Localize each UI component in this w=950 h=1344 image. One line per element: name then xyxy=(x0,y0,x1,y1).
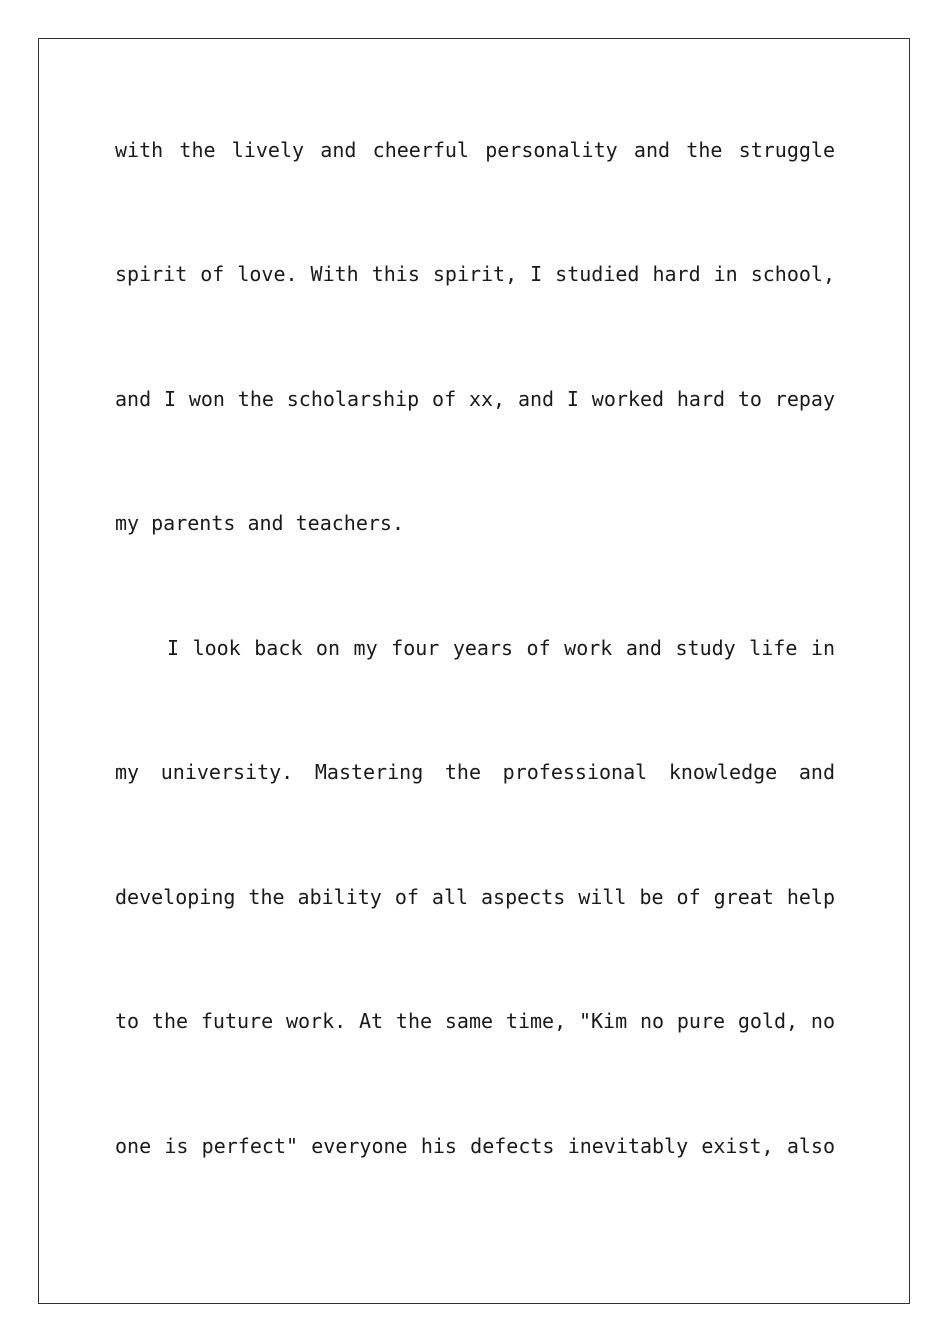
text-line-1: with the lively and cheerful personality and the struggle xyxy=(115,138,835,162)
text-line-9: one is perfect" everyone his defects inevitably exist, also xyxy=(115,1134,835,1158)
text-line-2: spirit of love. With this spirit, I studied hard in school, xyxy=(115,262,835,286)
page-frame xyxy=(38,38,910,1304)
text-line-3: and I won the scholarship of xx, and I worked hard to repay xyxy=(115,387,835,411)
text-line-5: I look back on my four years of work and study life in xyxy=(167,636,835,660)
text-line-7: developing the ability of all aspects will be of great help xyxy=(115,885,835,909)
text-line-8: to the future work. At the same time, "Kim no pure gold, no xyxy=(115,1009,835,1033)
text-line-6: my university. Mastering the professional knowledge and xyxy=(115,760,835,784)
text-line-4: my parents and teachers. xyxy=(115,511,404,535)
